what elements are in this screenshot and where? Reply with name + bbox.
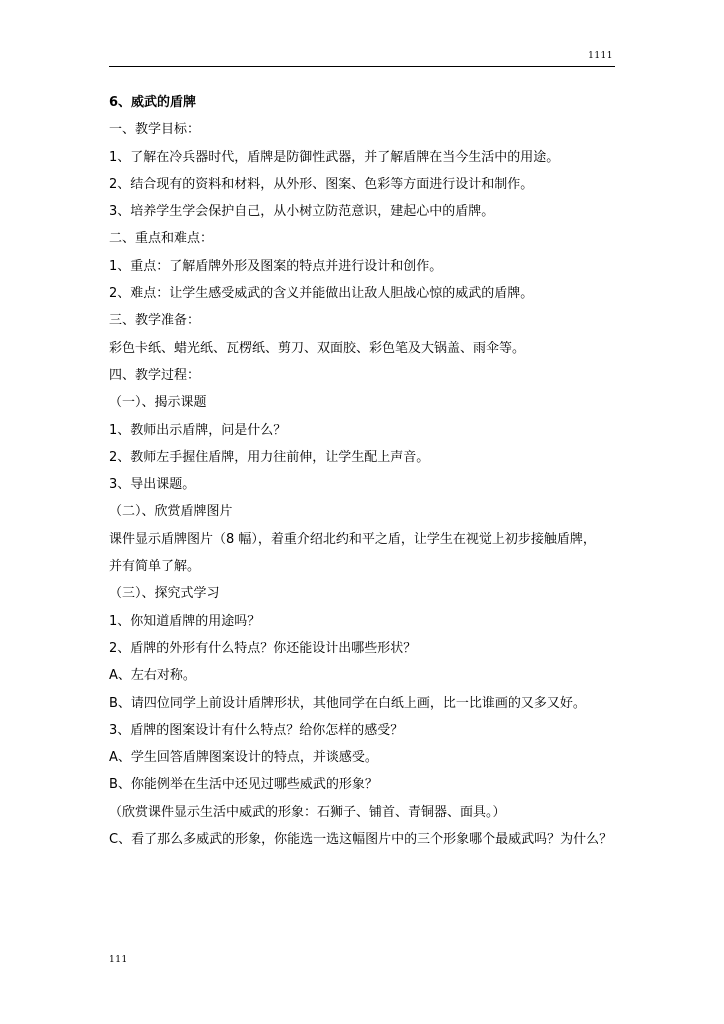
section-heading: 一、教学目标： (109, 122, 201, 138)
paragraph-line: 1、教师出示盾牌，问是什么？ (109, 422, 287, 438)
paragraph-line: 1、重点：了解盾牌外形及图案的特点并进行设计和创作。 (109, 258, 443, 274)
section-heading: 二、重点和难点： (109, 231, 214, 247)
paragraph-line: 2、盾牌的外形有什么特点？你还能设计出哪些形状？ (109, 640, 417, 656)
paragraph-line: A、左右对称。 (109, 668, 196, 684)
paragraph-line: 2、教师左手握住盾牌，用力往前伸，让学生配上声音。 (109, 449, 430, 465)
paragraph-line: 3、盾牌的图案设计有什么特点？给你怎样的感受？ (109, 722, 404, 738)
paragraph-line: 2、结合现有的资料和材料，从外形、图案、色彩等方面进行设计和制作。 (109, 176, 534, 192)
paragraph-line: 1、你知道盾牌的用途吗？ (109, 613, 261, 629)
paragraph-line: C、看了那么多威武的形象，你能选一选这幅图片中的三个形象哪个最威武吗？为什么？ (109, 832, 613, 848)
paragraph-line: 并有简单了解。 (109, 559, 201, 575)
subsection-heading: （一）、揭示课题 (109, 395, 207, 411)
paragraph-line: （欣赏课件显示生活中威武的形象：石狮子、铺首、青铜器、面具。） (109, 804, 506, 820)
subsection-heading: （二）、欣赏盾牌图片 (109, 504, 233, 520)
paragraph-line: 课件显示盾牌图片（8 幅），着重介绍北约和平之盾，让学生在视觉上初步接触盾牌， (109, 531, 596, 547)
header-divider (109, 66, 615, 67)
paragraph-line: A、学生回答盾牌图案设计的特点，并谈感受。 (109, 750, 378, 766)
paragraph-line: 1、了解在冷兵器时代，盾牌是防御性武器，并了解盾牌在当今生活中的用途。 (109, 149, 560, 165)
paragraph-line: 3、培养学生学会保护自己，从小树立防范意识，建起心中的盾牌。 (109, 204, 495, 220)
subsection-heading: （三）、探究式学习 (109, 586, 220, 602)
paragraph-line: 彩色卡纸、蜡光纸、瓦楞纸、剪刀、双面胶、彩色笔及大锅盖、雨伞等。 (109, 340, 526, 356)
section-heading: 四、教学过程： (109, 367, 201, 383)
paragraph-line: B、请四位同学上前设计盾牌形状，其他同学在白纸上画，比一比谁画的又多又好。 (109, 695, 586, 711)
paragraph-line: B、你能例举在生活中还见过哪些威武的形象？ (109, 777, 378, 793)
section-heading: 三、教学准备： (109, 313, 201, 329)
paragraph-line: 2、难点：让学生感受威武的含义并能做出让敌人胆战心惊的威武的盾牌。 (109, 286, 534, 302)
header-page-number: 1111 (588, 51, 613, 61)
paragraph-line: 3、导出课题。 (109, 477, 196, 493)
lesson-title: 6、威武的盾牌 (109, 95, 197, 110)
footer-page-number: 111 (109, 955, 128, 965)
document-body (109, 94, 629, 858)
